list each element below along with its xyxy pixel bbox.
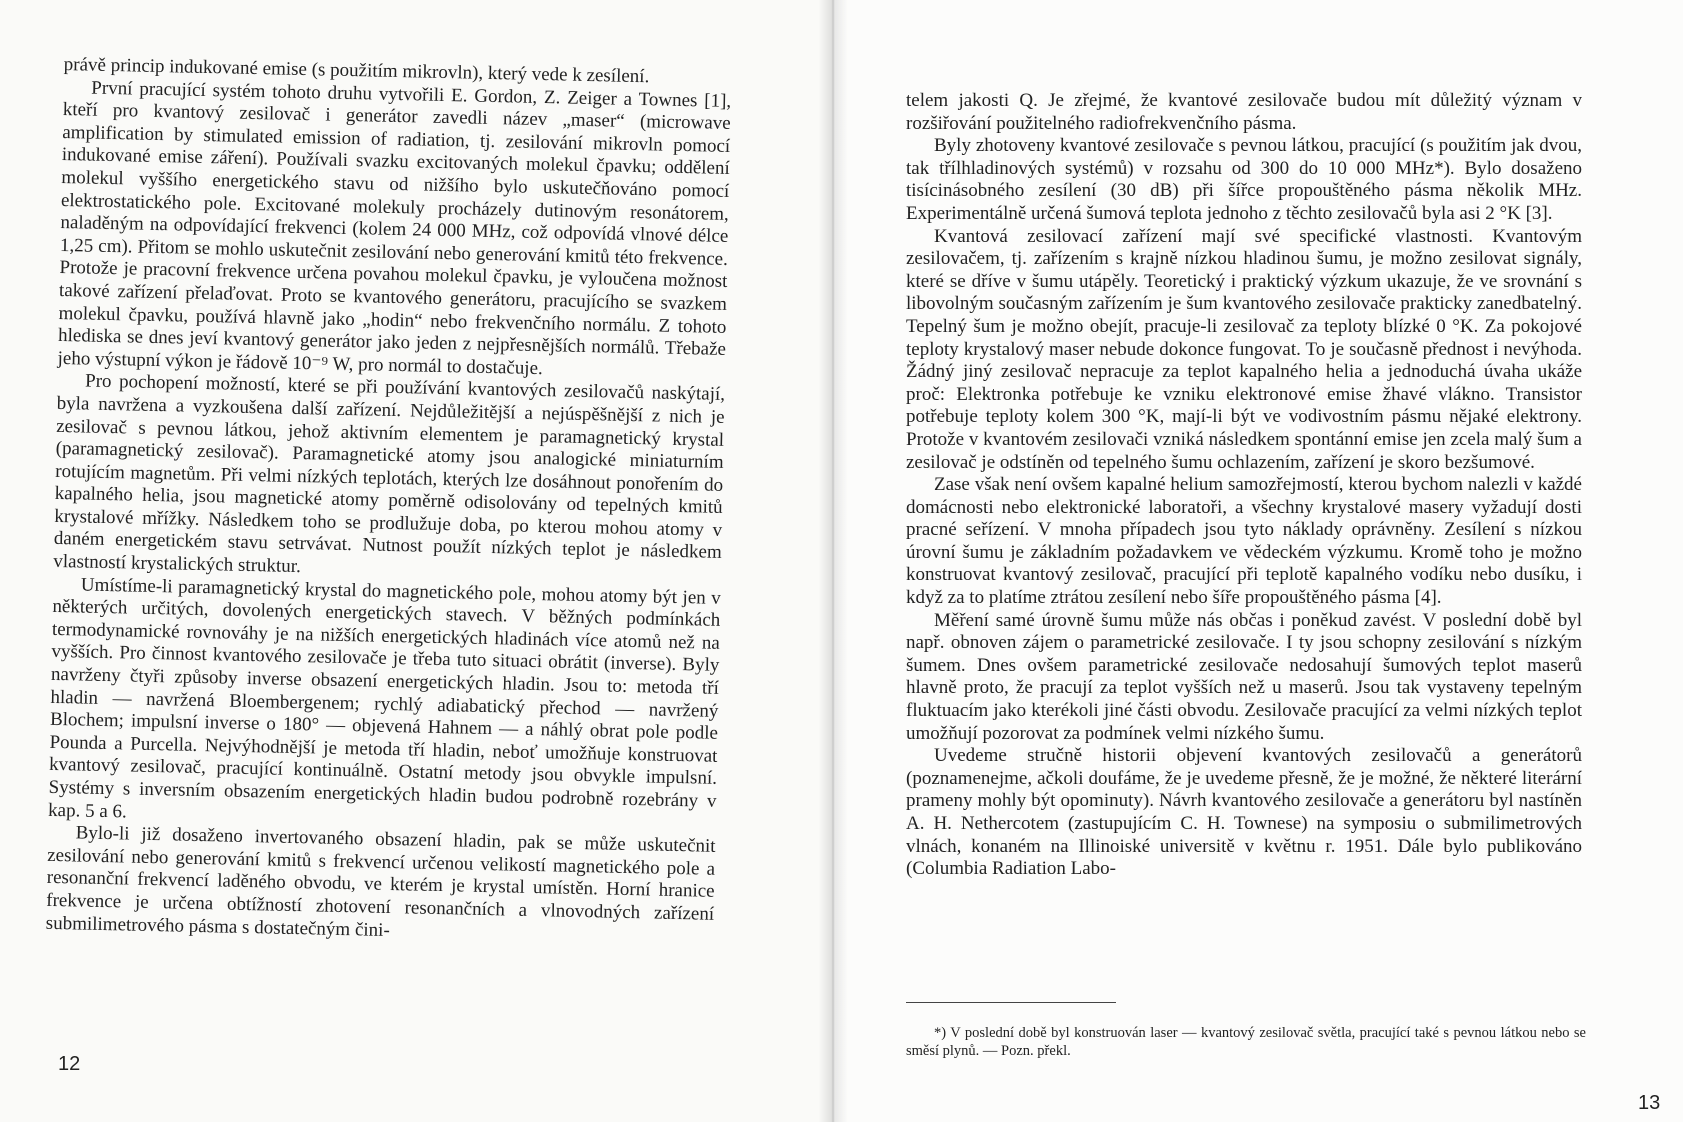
footnote: *) V poslední době byl konstruován laser — kvantový zesilovač světla, pracující také s pevnou látkou nebo se směsí plynů. — Pozn. překl.: [906, 1025, 1586, 1059]
book-gutter-shadow: [818, 0, 848, 1122]
footnote-rule: [906, 1002, 1116, 1003]
left-text-column: [46, 54, 732, 949]
paragraph: právě princip indukované emise (s použitím mikrovln), který vede k zesílení.: [63, 54, 650, 88]
paragraph: Uvedeme stručně historii objevení kvantových zesilovačů a generátorů (poznamenejme, ačkoli doufáme, že je uvedeme přesně, že je možné, že některé literární prameny mohly být opominuty). Návrh kvantového zesilovače a generátoru byl nastíněn A. H. Nethercotem (zastupujícím C. H. Townese) na symposiu o submilimetrových vlnách, konaném na Illinoiské universitě v květnu r. 1951. Dále bylo publikováno (Columbia Radiation Labo-: [906, 745, 1582, 880]
right-text-column: [906, 90, 1582, 881]
paragraph: Zase však není ovšem kapalné helium samozřejmostí, kterou bychom nalezli v každé domácnosti nebo elektronické laboratoři, a všechny krystalové masery vyžadují dosti pracné seřízení. V mnoha případech jsou tyto náklady oprávněny. Zesílení s nízkou úrovní šumu je základním požadavkem ve vědeckém výzkumu. Kromě toho je možno konstruovat kvantový zesilovač, pracující při teplotě kapalného vodíku nebo dusíku, i když za to platíme ztrátou zesílení nebo šíře propouštěného pásma [4].: [906, 474, 1582, 609]
paragraph: telem jakosti Q. Je zřejmé, že kvantové zesilovače budou mít důležitý význam v rozšiřování použitelného radiofrekvenčního pásma.: [906, 90, 1582, 134]
left-page: [0, 0, 832, 1122]
paragraph: Kvantová zesilovací zařízení mají své specifické vlastnosti. Kvantovým zesilovačem, tj. zařízením s krajně nízkou hladinou šumu, je možno zesilovat signály, které se dříve v šumu utápěly. Teoretický i praktický výzkum ukazuje, že ve srovnání s libovolným současným zařízením je šum kvantového zesilovače prakticky zanedbatelný. Tepelný šum je možno obejít, pracuje-li zesilovač za teploty blízké 0 °K. Za pokojové teploty krystalový maser nebude dokonce fungovat. To je současně přednost i nevýhoda. Žádný jiný zesilovač nepracuje za teplot kapalného helia a jednoduchá úvaha ukáže proč: Elektronka potřebuje ke vzniku elektronové emise žhavé vlákno. Transistor potřebuje teploty kolem 300 °K, mají-li být ve vodivostním pásmu nějaké elektrony. Protože v kvantovém zesilovači vzniká následkem spontánní emise jen zcela malý šum a zesilovač je odstíněn od tepelného šumu ochlazením, zařízení je skoro bezšumové.: [906, 225, 1582, 473]
page-number-right: 13: [1638, 1092, 1661, 1114]
paragraph: První pracující systém tohoto druhu vytvořili E. Gordon, Z. Zeiger a Townes [1], kteří pro kvantový zesilovač i generátor zavedli název „maser“ (microwave amplification by stimulated emission of radiation, tj. zesilování mikrovln pomocí indukované emise záření). Používali svazku excitovaných molekul čpavku; oddělení molekul vyššího energetického stavu od nižšího bylo uskutečňováno pomocí elektrostatického pole. Excitované molekuly procházely dutinovým resonátorem, naladěným na odpovídající frekvenci (kolem 24 000 MHz, což odpovídá vlnové délce 1,25 cm). Přitom se mohlo uskutečnit zesilování nebo generování kmitů této frekvence. Protože je pracovní frekvence určena povahou molekul čpavku, je vyloučena možnost takové zařízení přelaďovat. Proto se kvantového generátoru, pracujícího se svazkem molekul čpavku, používá hlavně jako „hodin“ nebo frekvenčního normálu. Z tohoto hlediska se dnes jeví kvantový generátor jako jeden z nejpřesnějších normálů. Třebaže jeho výstupní výkon je řádově 10⁻⁹ W, pro normál to dostačuje.: [57, 77, 732, 379]
paragraph: Měření samé úrovně šumu může nás občas i poněkud zavést. V poslední době byl např. obnoven zájem o parametrické zesilovače. I ty jsou schopny zesilování s nízkým šumem. Dnes ovšem parametrické zesilovače nedosahují šumových teplot maserů hlavně proto, že pracují za teplot vyšších než u maserů. Jsou tak vystaveny tepelným fluktuacím jako kterékoli jiné části obvodu. Zesilovače pracující za velmi nízkých teplot umožňují pozorovat za podmínek velmi nízkého šumu.: [906, 609, 1582, 744]
paragraph: Bylo-li již dosaženo invertovaného obsazení hladin, pak se může uskutečnit zesilování nebo generování kmitů s frekvencí určenou velikostí magnetického pole a resonanční frekvencí laděného obvodu, ve kterém je krystal umístěn. Horní hranice frekvence je určena obtížností zhotovení resonančních a vlnovodných zařízení submilimetrového pásma s dostatečným čini-: [45, 822, 716, 941]
right-page: [832, 0, 1683, 1122]
paragraph: Umístíme-li paramagnetický krystal do magnetického pole, mohou atomy být jen v některých určitých, dovolených energetických stavech. V běžných podmínkách termodynamické rovnováhy je na nižších energetických hladinách více atomů než na vyšších. Pro činnost kvantového zesilovače je třeba tuto situaci obrátit (inverse). Byly navrženy čtyři způsoby inverse obsazení energetických hladin. Jsou to: metoda tří hladin — navržená Bloembergenem; rychlý adiabatický přechod — navržený Blochem; impulsní inverse o 180° — objevená Hahnem — a náhlý obrat pole podle Pounda a Purcella. Nejvýhodnější je metoda tří hladin, neboť umožňuje konstruovat kvantový zesilovač, pracující kontinuálně. Ostatní metody jsou obvykle impulsní. Systémy s inversním obsazením energetických hladin budou podrobně rozebrány v kap. 5 a 6.: [47, 574, 721, 823]
paragraph: Byly zhotoveny kvantové zesilovače s pevnou látkou, pracující (s použitím jak dvou, tak třílhladinových systémů) v rozsahu od 300 do 10 000 MHz*). Bylo dosaženo tisícinásobného zesílení (30 dB) při šířce propouštěného pásma několik MHz. Experimentálně určená šumová teplota jednoho z těchto zesilovačů byla asi 2 °K [3].: [906, 135, 1582, 224]
page-number-left: 12: [58, 1053, 81, 1075]
paragraph: Pro pochopení možností, které se při používání kvantových zesilovačů naskýtají, byla navržena a vyzkoušena další zařízení. Nejdůležitější a nejúspěšnější z nich je zesilovač s pevnou látkou, jehož aktivním elementem je paramagnetický krystal (paramagnetický zesilovač). Paramagnetické atomy jsou analogické miniaturním rotujícím magnetům. Při velmi nízkých teplotách, kterých lze dosáhnout ponořením do kapalného helia, jsou magnetické atomy poměrně odisolovány od tepelných kmitů krystalové mřížky. Následkem toho se prodlužuje doba, po kterou mohou atomy v daném energetickém stavu setrvávat. Nutnost použít nízkých teplot je následkem vlastností krystalických struktur.: [53, 370, 726, 578]
